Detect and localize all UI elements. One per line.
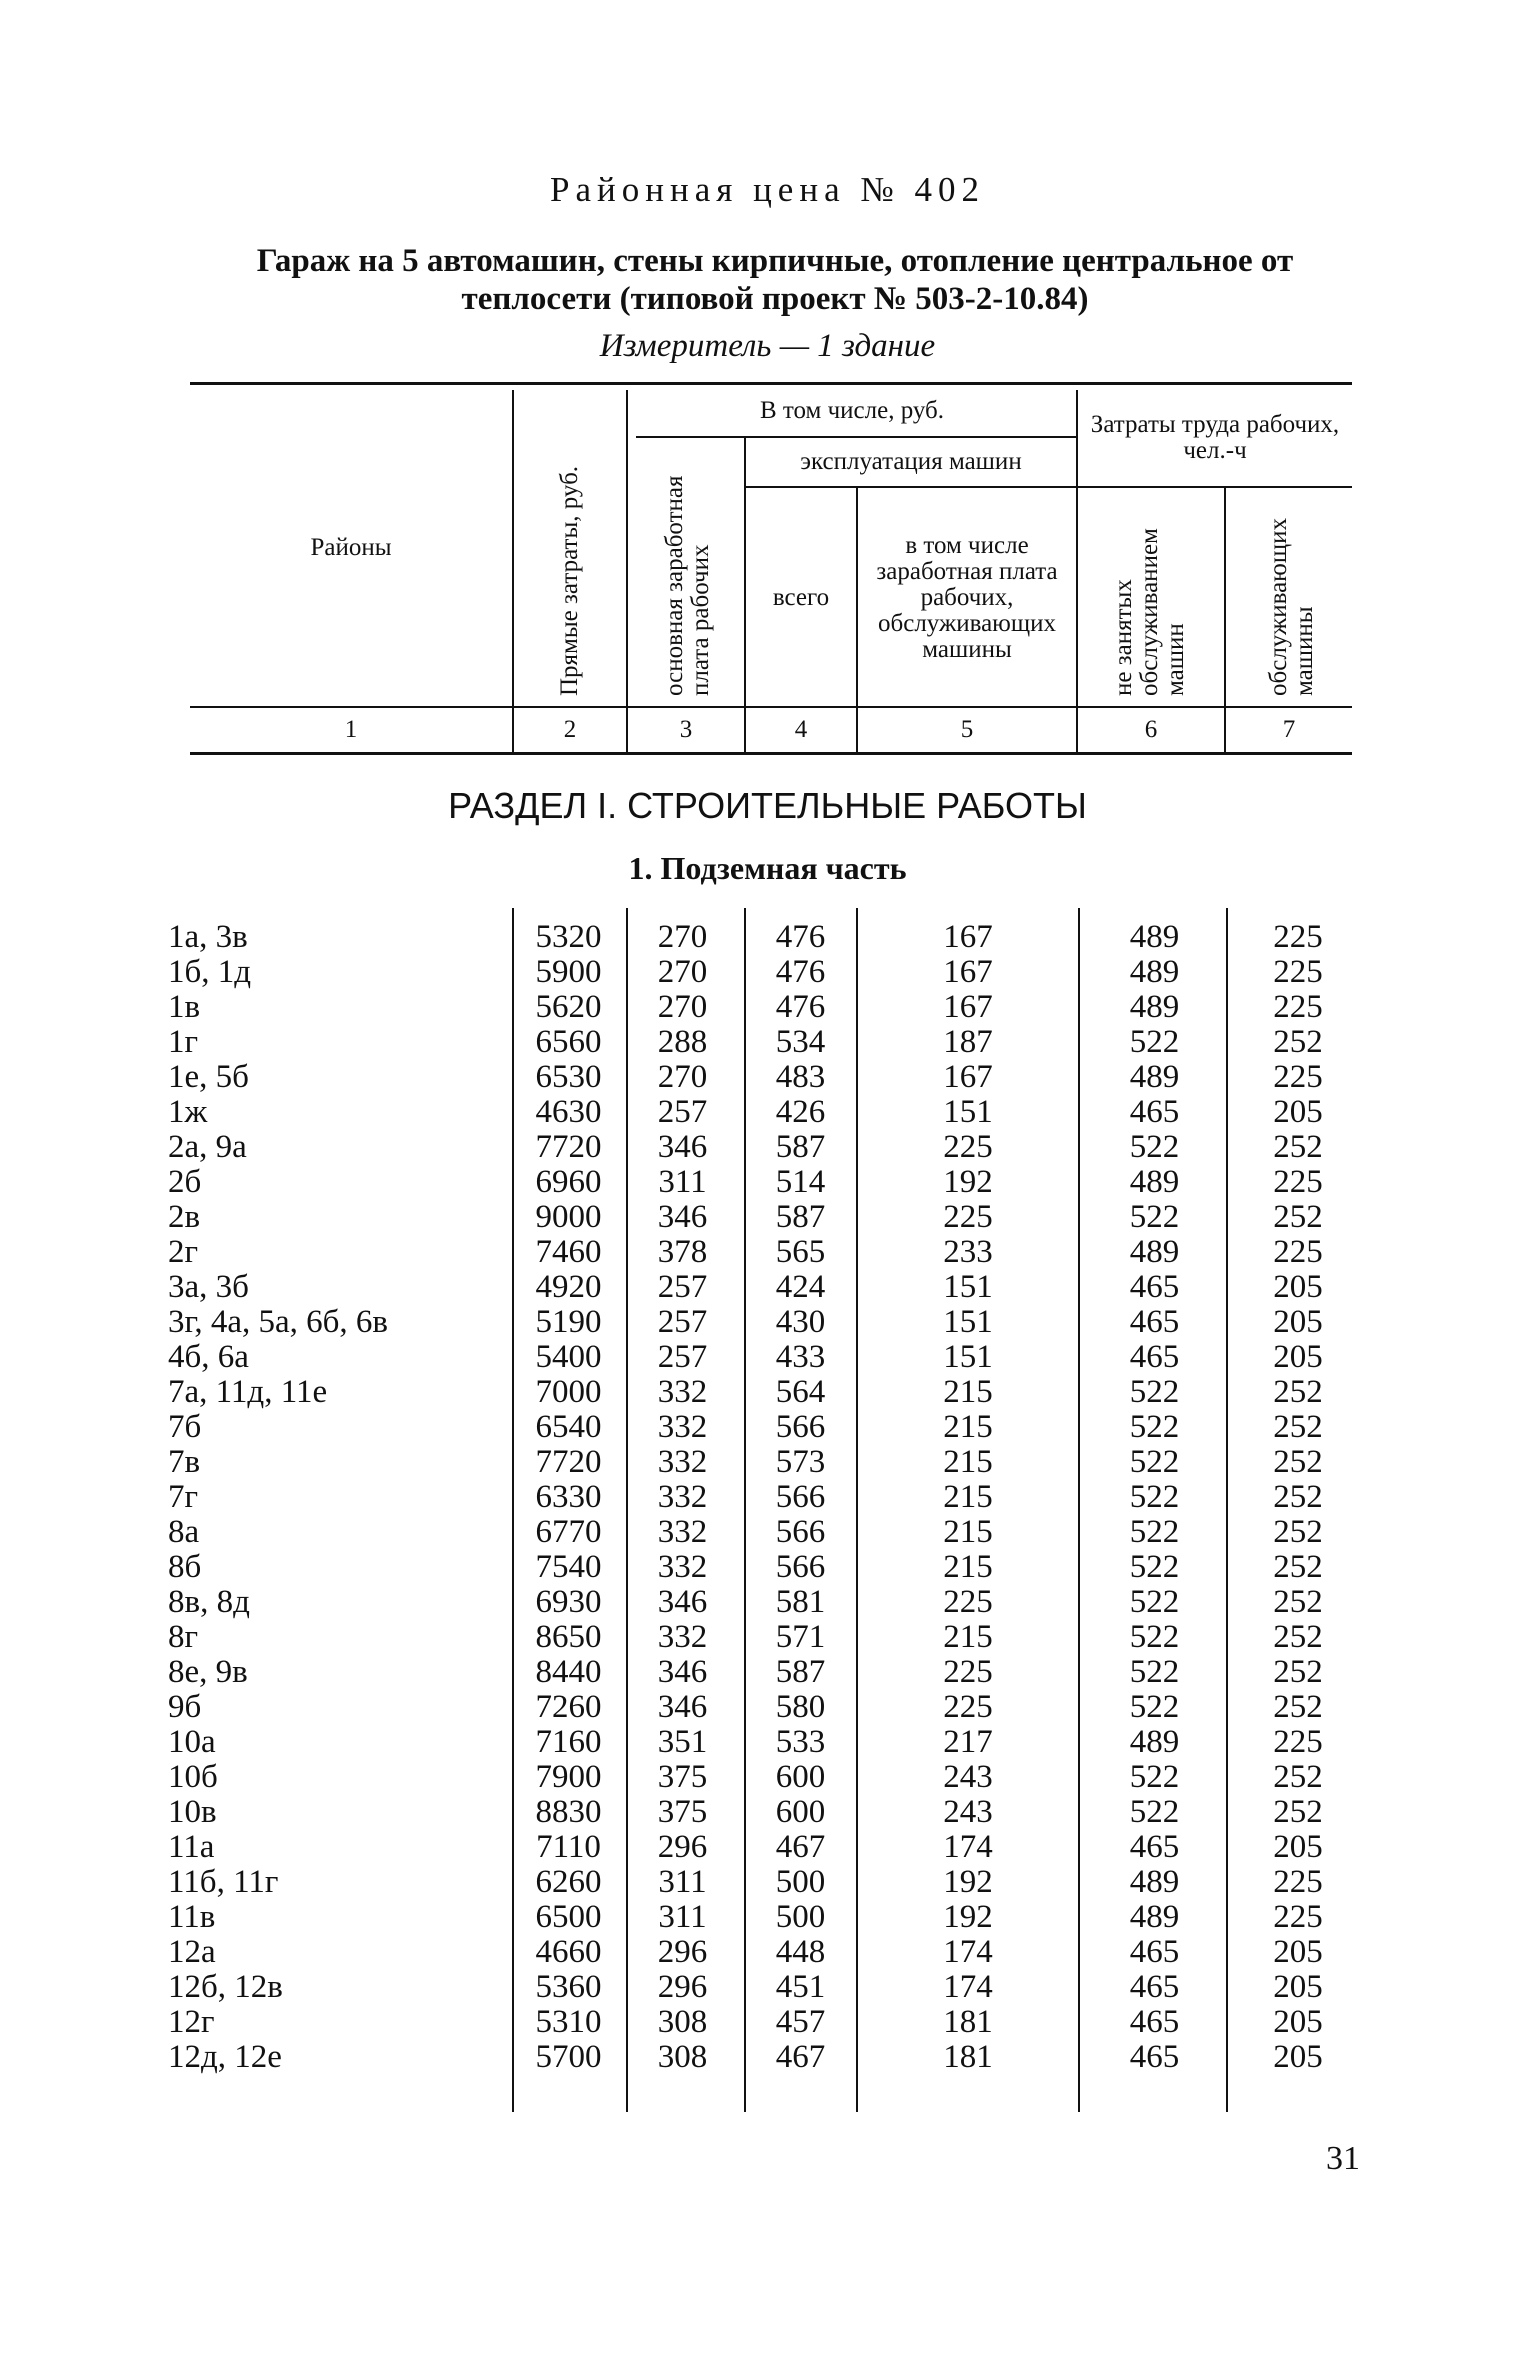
region-cell: 11б, 11г xyxy=(168,1864,279,1900)
value-cell-col6: 522 xyxy=(1129,1409,1180,1445)
value-cell-col4: 514 xyxy=(775,1164,826,1200)
value-cell-col4: 433 xyxy=(775,1339,826,1375)
value-cell-col7: 205 xyxy=(1273,2004,1323,2040)
value-cell-col2: 5360 xyxy=(535,1969,602,2005)
value-cell-col3: 311 xyxy=(658,1164,707,1200)
value-cell-col5: 167 xyxy=(943,919,993,955)
value-cell-col4: 566 xyxy=(775,1479,826,1515)
value-cell-col6: 522 xyxy=(1129,1374,1180,1410)
value-cell-col4: 573 xyxy=(775,1444,826,1480)
region-cell: 2в xyxy=(168,1199,201,1235)
value-cell-col2: 8440 xyxy=(535,1654,602,1690)
region-cell: 12б, 12в xyxy=(168,1969,283,2005)
region-cell: 8б xyxy=(168,1549,202,1585)
value-cell-col3: 288 xyxy=(657,1024,708,1060)
region-cell: 4б, 6а xyxy=(168,1339,249,1375)
value-cell-col2: 8830 xyxy=(535,1794,602,1830)
value-cell-col3: 296 xyxy=(657,1969,708,2005)
value-cell-col6: 465 xyxy=(1129,2004,1180,2040)
value-cell-col2: 7160 xyxy=(535,1724,602,1760)
table-row xyxy=(0,1935,1535,1970)
value-cell-col5: 225 xyxy=(943,1689,993,1725)
region-cell: 10в xyxy=(168,1794,217,1830)
value-cell-col2: 7110 xyxy=(536,1829,601,1865)
value-cell-col4: 476 xyxy=(775,954,826,990)
table-row xyxy=(0,1865,1535,1900)
value-cell-col5: 167 xyxy=(943,989,993,1025)
value-cell-col2: 5190 xyxy=(535,1304,602,1340)
value-cell-col6: 522 xyxy=(1129,1759,1180,1795)
value-cell-col5: 151 xyxy=(943,1339,993,1375)
table-row xyxy=(0,1165,1535,1200)
value-cell-col4: 448 xyxy=(775,1934,826,1970)
value-cell-col2: 7720 xyxy=(535,1129,602,1165)
value-cell-col5: 192 xyxy=(943,1899,993,1935)
value-cell-col5: 243 xyxy=(943,1794,993,1830)
value-cell-col4: 424 xyxy=(775,1269,826,1305)
region-cell: 7в xyxy=(168,1444,201,1480)
value-cell-col7: 225 xyxy=(1273,1234,1323,1270)
value-cell-col7: 252 xyxy=(1273,1374,1323,1410)
value-cell-col3: 346 xyxy=(657,1129,708,1165)
header-col2: Прямые затраты, руб. xyxy=(556,465,583,696)
value-cell-col4: 587 xyxy=(775,1129,826,1165)
value-cell-col7: 205 xyxy=(1273,1269,1323,1305)
value-cell-col3: 270 xyxy=(657,919,708,955)
value-cell-col5: 215 xyxy=(943,1479,993,1515)
value-cell-col2: 6560 xyxy=(535,1024,602,1060)
value-cell-col2: 6330 xyxy=(535,1479,602,1515)
value-cell-col3: 332 xyxy=(657,1374,708,1410)
region-cell: 12а xyxy=(168,1934,216,1970)
value-cell-col6: 489 xyxy=(1129,1164,1180,1200)
table-row xyxy=(0,1550,1535,1585)
value-cell-col7: 205 xyxy=(1273,1094,1323,1130)
table-row xyxy=(0,1655,1535,1690)
table-row xyxy=(0,1620,1535,1655)
value-cell-col2: 6260 xyxy=(535,1864,602,1900)
header-group-labor: Затраты труда рабочих, чел.-ч xyxy=(1090,411,1340,464)
value-cell-col4: 580 xyxy=(775,1689,826,1725)
value-cell-col7: 205 xyxy=(1273,2039,1323,2075)
value-cell-col3: 346 xyxy=(657,1584,708,1620)
table-row xyxy=(0,1760,1535,1795)
table-row xyxy=(0,1340,1535,1375)
value-cell-col5: 192 xyxy=(943,1864,993,1900)
region-cell: 7б xyxy=(168,1409,202,1445)
group-machines-rule xyxy=(746,486,1076,488)
value-cell-col3: 257 xyxy=(657,1304,708,1340)
region-cell: 2б xyxy=(168,1164,202,1200)
value-cell-col4: 566 xyxy=(775,1514,826,1550)
value-cell-col5: 181 xyxy=(943,2039,993,2075)
region-cell: 10а xyxy=(168,1724,216,1760)
value-cell-col6: 465 xyxy=(1129,1269,1180,1305)
value-cell-col7: 252 xyxy=(1273,1479,1323,1515)
value-cell-col3: 332 xyxy=(657,1549,708,1585)
region-cell: 11а xyxy=(168,1829,215,1865)
table-row xyxy=(0,1480,1535,1515)
table-row xyxy=(0,1095,1535,1130)
value-cell-col4: 600 xyxy=(775,1794,826,1830)
table-row xyxy=(0,1970,1535,2005)
value-cell-col2: 5900 xyxy=(535,954,602,990)
value-cell-col4: 571 xyxy=(775,1619,826,1655)
section-title: РАЗДЕЛ I. СТРОИТЕЛЬНЫЕ РАБОТЫ xyxy=(448,785,1087,826)
header-col1: Районы xyxy=(310,534,392,561)
column-number-7: 7 xyxy=(1282,716,1296,743)
value-cell-col2: 9000 xyxy=(535,1199,602,1235)
value-cell-col5: 215 xyxy=(943,1444,993,1480)
header-col5: в том числе заработная плата рабочих, обслуживающих машины xyxy=(876,532,1058,663)
value-cell-col7: 225 xyxy=(1273,1864,1323,1900)
value-cell-col3: 332 xyxy=(657,1619,708,1655)
value-cell-col2: 6500 xyxy=(535,1899,602,1935)
value-cell-col4: 566 xyxy=(775,1549,826,1585)
value-cell-col6: 489 xyxy=(1129,1234,1180,1270)
value-cell-col7: 225 xyxy=(1273,1059,1323,1095)
region-cell: 3а, 3б xyxy=(168,1269,249,1305)
value-cell-col4: 430 xyxy=(775,1304,826,1340)
value-cell-col2: 7720 xyxy=(535,1444,602,1480)
value-cell-col3: 346 xyxy=(657,1199,708,1235)
value-cell-col5: 215 xyxy=(943,1374,993,1410)
value-cell-col3: 308 xyxy=(657,2004,708,2040)
table-row xyxy=(0,1725,1535,1760)
value-cell-col6: 489 xyxy=(1129,1899,1180,1935)
value-cell-col3: 375 xyxy=(657,1794,708,1830)
value-cell-col2: 6960 xyxy=(535,1164,602,1200)
header-divider-5 xyxy=(1076,390,1078,752)
header-divider-3 xyxy=(744,438,746,752)
numbers-bottom-rule xyxy=(190,752,1352,755)
value-cell-col2: 6770 xyxy=(535,1514,602,1550)
value-cell-col4: 587 xyxy=(775,1654,826,1690)
value-cell-col2: 4920 xyxy=(535,1269,602,1305)
value-cell-col3: 270 xyxy=(657,989,708,1025)
value-cell-col6: 489 xyxy=(1129,1864,1180,1900)
value-cell-col6: 465 xyxy=(1129,1339,1180,1375)
column-number-5: 5 xyxy=(960,716,974,743)
value-cell-col4: 457 xyxy=(775,2004,826,2040)
value-cell-col2: 5400 xyxy=(535,1339,602,1375)
value-cell-col3: 375 xyxy=(657,1759,708,1795)
value-cell-col4: 483 xyxy=(775,1059,826,1095)
value-cell-col4: 500 xyxy=(775,1864,826,1900)
region-cell: 12г xyxy=(168,2004,215,2040)
value-cell-col6: 465 xyxy=(1129,1829,1180,1865)
header-bottom-rule xyxy=(190,706,1352,708)
value-cell-col5: 243 xyxy=(943,1759,993,1795)
value-cell-col2: 8650 xyxy=(535,1619,602,1655)
region-cell: 2а, 9а xyxy=(168,1129,247,1165)
value-cell-col7: 252 xyxy=(1273,1129,1323,1165)
table-row xyxy=(0,1200,1535,1235)
value-cell-col5: 225 xyxy=(943,1129,993,1165)
table-row xyxy=(0,990,1535,1025)
value-cell-col2: 4630 xyxy=(535,1094,602,1130)
table-row xyxy=(0,1270,1535,1305)
value-cell-col4: 564 xyxy=(775,1374,826,1410)
value-cell-col6: 465 xyxy=(1129,1969,1180,2005)
value-cell-col5: 215 xyxy=(943,1409,993,1445)
value-cell-col3: 257 xyxy=(657,1094,708,1130)
region-cell: 1б, 1д xyxy=(168,954,252,990)
value-cell-col5: 215 xyxy=(943,1619,993,1655)
column-number-3: 3 xyxy=(679,716,693,743)
value-cell-col5: 233 xyxy=(943,1234,993,1270)
region-cell: 7а, 11д, 11е xyxy=(168,1374,328,1410)
value-cell-col6: 522 xyxy=(1129,1584,1180,1620)
table-row xyxy=(0,1690,1535,1725)
table-row xyxy=(0,1830,1535,1865)
region-cell: 3г, 4а, 5а, 6б, 6в xyxy=(168,1304,388,1340)
table-row xyxy=(0,955,1535,990)
value-cell-col7: 225 xyxy=(1273,1724,1323,1760)
table-row xyxy=(0,1025,1535,1060)
header-col4: всего xyxy=(772,584,830,611)
value-cell-col3: 296 xyxy=(657,1829,708,1865)
value-cell-col6: 489 xyxy=(1129,1059,1180,1095)
value-cell-col4: 467 xyxy=(775,1829,826,1865)
value-cell-col5: 174 xyxy=(943,1969,993,2005)
measure-unit: Измеритель — 1 здание xyxy=(599,328,936,364)
value-cell-col2: 6540 xyxy=(535,1409,602,1445)
value-cell-col4: 500 xyxy=(775,1899,826,1935)
table-row xyxy=(0,2040,1535,2075)
document-subtitle: Гараж на 5 автомашин, стены кирпичные, отопление центральное от теплосети (типовой проект № 503-2-10.84) xyxy=(256,243,1294,317)
value-cell-col6: 465 xyxy=(1129,1934,1180,1970)
value-cell-col6: 522 xyxy=(1129,1129,1180,1165)
value-cell-col7: 252 xyxy=(1273,1409,1323,1445)
region-cell: 8в, 8д xyxy=(168,1584,250,1620)
table-row xyxy=(0,1445,1535,1480)
region-cell: 8а xyxy=(168,1514,200,1550)
value-cell-col2: 5310 xyxy=(535,2004,602,2040)
value-cell-col7: 252 xyxy=(1273,1514,1323,1550)
value-cell-col3: 296 xyxy=(657,1934,708,1970)
value-cell-col4: 587 xyxy=(775,1199,826,1235)
table-row xyxy=(0,1900,1535,1935)
value-cell-col7: 252 xyxy=(1273,1654,1323,1690)
value-cell-col6: 522 xyxy=(1129,1514,1180,1550)
value-cell-col6: 522 xyxy=(1129,1199,1180,1235)
value-cell-col6: 522 xyxy=(1129,1549,1180,1585)
value-cell-col7: 225 xyxy=(1273,954,1323,990)
value-cell-col7: 225 xyxy=(1273,1164,1323,1200)
region-cell: 1а, 3в xyxy=(168,919,248,955)
price-title: Районная цена № 402 xyxy=(550,170,985,209)
region-cell: 1е, 5б xyxy=(168,1059,249,1095)
value-cell-col3: 332 xyxy=(657,1514,708,1550)
table-row xyxy=(0,1585,1535,1620)
part-title: 1. Подземная часть xyxy=(628,850,907,886)
value-cell-col7: 225 xyxy=(1273,1899,1323,1935)
value-cell-col5: 187 xyxy=(943,1024,993,1060)
value-cell-col2: 5320 xyxy=(535,919,602,955)
value-cell-col2: 7900 xyxy=(535,1759,602,1795)
value-cell-col3: 257 xyxy=(657,1339,708,1375)
value-cell-col7: 252 xyxy=(1273,1444,1323,1480)
header-divider-1 xyxy=(512,390,514,752)
value-cell-col4: 426 xyxy=(775,1094,826,1130)
header-col6: не занятых обслуживанием машин xyxy=(1110,528,1189,696)
value-cell-col7: 205 xyxy=(1273,1339,1323,1375)
value-cell-col3: 257 xyxy=(657,1269,708,1305)
value-cell-col7: 205 xyxy=(1273,1829,1323,1865)
column-number-2: 2 xyxy=(563,716,577,743)
value-cell-col5: 174 xyxy=(943,1829,993,1865)
value-cell-col5: 215 xyxy=(943,1549,993,1585)
value-cell-col5: 225 xyxy=(943,1654,993,1690)
value-cell-col4: 476 xyxy=(775,989,826,1025)
value-cell-col4: 600 xyxy=(775,1759,826,1795)
header-col7: обслуживающих машины xyxy=(1265,518,1318,696)
value-cell-col4: 566 xyxy=(775,1409,826,1445)
value-cell-col2: 7000 xyxy=(535,1374,602,1410)
region-cell: 9б xyxy=(168,1689,202,1725)
value-cell-col7: 252 xyxy=(1273,1024,1323,1060)
region-cell: 8е, 9в xyxy=(168,1654,248,1690)
value-cell-col7: 252 xyxy=(1273,1619,1323,1655)
value-cell-col2: 6930 xyxy=(535,1584,602,1620)
value-cell-col5: 167 xyxy=(943,954,993,990)
value-cell-col5: 217 xyxy=(943,1724,993,1760)
value-cell-col6: 522 xyxy=(1129,1479,1180,1515)
column-number-6: 6 xyxy=(1144,716,1158,743)
header-top-rule xyxy=(190,382,1352,385)
value-cell-col5: 225 xyxy=(943,1584,993,1620)
table-row xyxy=(0,1130,1535,1165)
region-cell: 8г xyxy=(168,1619,199,1655)
value-cell-col3: 346 xyxy=(657,1654,708,1690)
value-cell-col6: 522 xyxy=(1129,1024,1180,1060)
value-cell-col6: 465 xyxy=(1129,1094,1180,1130)
value-cell-col2: 7540 xyxy=(535,1549,602,1585)
value-cell-col4: 533 xyxy=(775,1724,826,1760)
value-cell-col3: 378 xyxy=(657,1234,708,1270)
value-cell-col7: 225 xyxy=(1273,919,1323,955)
value-cell-col5: 151 xyxy=(943,1094,993,1130)
value-cell-col5: 151 xyxy=(943,1269,993,1305)
value-cell-col6: 489 xyxy=(1129,1724,1180,1760)
header-group-machines: эксплуатация машин xyxy=(800,448,1022,475)
value-cell-col5: 181 xyxy=(943,2004,993,2040)
region-cell: 1г xyxy=(168,1024,199,1060)
value-cell-col6: 489 xyxy=(1129,989,1180,1025)
value-cell-col6: 465 xyxy=(1129,1304,1180,1340)
table-row xyxy=(0,1795,1535,1830)
value-cell-col3: 346 xyxy=(657,1689,708,1725)
value-cell-col5: 151 xyxy=(943,1304,993,1340)
value-cell-col7: 252 xyxy=(1273,1199,1323,1235)
value-cell-col7: 252 xyxy=(1273,1549,1323,1585)
value-cell-col5: 174 xyxy=(943,1934,993,1970)
region-cell: 12д, 12е xyxy=(168,2039,282,2075)
value-cell-col7: 225 xyxy=(1273,989,1323,1025)
value-cell-col3: 332 xyxy=(657,1479,708,1515)
value-cell-col5: 215 xyxy=(943,1514,993,1550)
header-divider-2 xyxy=(626,390,628,752)
region-cell: 7г xyxy=(168,1479,199,1515)
page-number: 31 xyxy=(1326,2140,1360,2177)
value-cell-col6: 522 xyxy=(1129,1689,1180,1725)
value-cell-col6: 489 xyxy=(1129,954,1180,990)
value-cell-col2: 7460 xyxy=(535,1234,602,1270)
value-cell-col5: 192 xyxy=(943,1164,993,1200)
value-cell-col6: 522 xyxy=(1129,1794,1180,1830)
value-cell-col6: 489 xyxy=(1129,919,1180,955)
value-cell-col2: 5700 xyxy=(535,2039,602,2075)
value-cell-col3: 351 xyxy=(657,1724,708,1760)
value-cell-col3: 311 xyxy=(658,1899,707,1935)
header-col3: основная заработная плата рабочих xyxy=(661,475,714,696)
value-cell-col7: 205 xyxy=(1273,1304,1323,1340)
region-cell: 1в xyxy=(168,989,201,1025)
column-number-4: 4 xyxy=(794,716,808,743)
table-row xyxy=(0,1305,1535,1340)
value-cell-col3: 308 xyxy=(657,2039,708,2075)
table-row xyxy=(0,2005,1535,2040)
value-cell-col3: 311 xyxy=(658,1864,707,1900)
value-cell-col7: 205 xyxy=(1273,1969,1323,2005)
value-cell-col2: 5620 xyxy=(535,989,602,1025)
value-cell-col3: 270 xyxy=(657,1059,708,1095)
value-cell-col3: 332 xyxy=(657,1409,708,1445)
value-cell-col7: 252 xyxy=(1273,1759,1323,1795)
value-cell-col6: 522 xyxy=(1129,1444,1180,1480)
value-cell-col6: 522 xyxy=(1129,1654,1180,1690)
value-cell-col2: 4660 xyxy=(535,1934,602,1970)
header-group-incl: В том числе, руб. xyxy=(759,397,945,424)
table-row xyxy=(0,1060,1535,1095)
table-row xyxy=(0,1375,1535,1410)
value-cell-col5: 167 xyxy=(943,1059,993,1095)
value-cell-col3: 332 xyxy=(657,1444,708,1480)
value-cell-col4: 565 xyxy=(775,1234,826,1270)
table-row xyxy=(0,1235,1535,1270)
value-cell-col4: 476 xyxy=(775,919,826,955)
region-cell: 10б xyxy=(168,1759,218,1795)
value-cell-col4: 534 xyxy=(775,1024,826,1060)
value-cell-col3: 270 xyxy=(657,954,708,990)
value-cell-col4: 451 xyxy=(775,1969,826,2005)
region-cell: 1ж xyxy=(168,1094,208,1130)
value-cell-col7: 252 xyxy=(1273,1794,1323,1830)
value-cell-col2: 6530 xyxy=(535,1059,602,1095)
table-row xyxy=(0,920,1535,955)
value-cell-col7: 252 xyxy=(1273,1584,1323,1620)
region-cell: 2г xyxy=(168,1234,199,1270)
value-cell-col4: 581 xyxy=(775,1584,826,1620)
value-cell-col6: 465 xyxy=(1129,2039,1180,2075)
table-row xyxy=(0,1515,1535,1550)
table-row xyxy=(0,1410,1535,1445)
value-cell-col2: 7260 xyxy=(535,1689,602,1725)
value-cell-col5: 225 xyxy=(943,1199,993,1235)
group-labor-rule xyxy=(1078,486,1352,488)
value-cell-col7: 252 xyxy=(1273,1689,1323,1725)
value-cell-col4: 467 xyxy=(775,2039,826,2075)
value-cell-col6: 522 xyxy=(1129,1619,1180,1655)
column-number-1: 1 xyxy=(344,716,358,743)
group-incl-rule xyxy=(636,436,1076,438)
value-cell-col7: 205 xyxy=(1273,1934,1323,1970)
region-cell: 11в xyxy=(168,1899,216,1935)
